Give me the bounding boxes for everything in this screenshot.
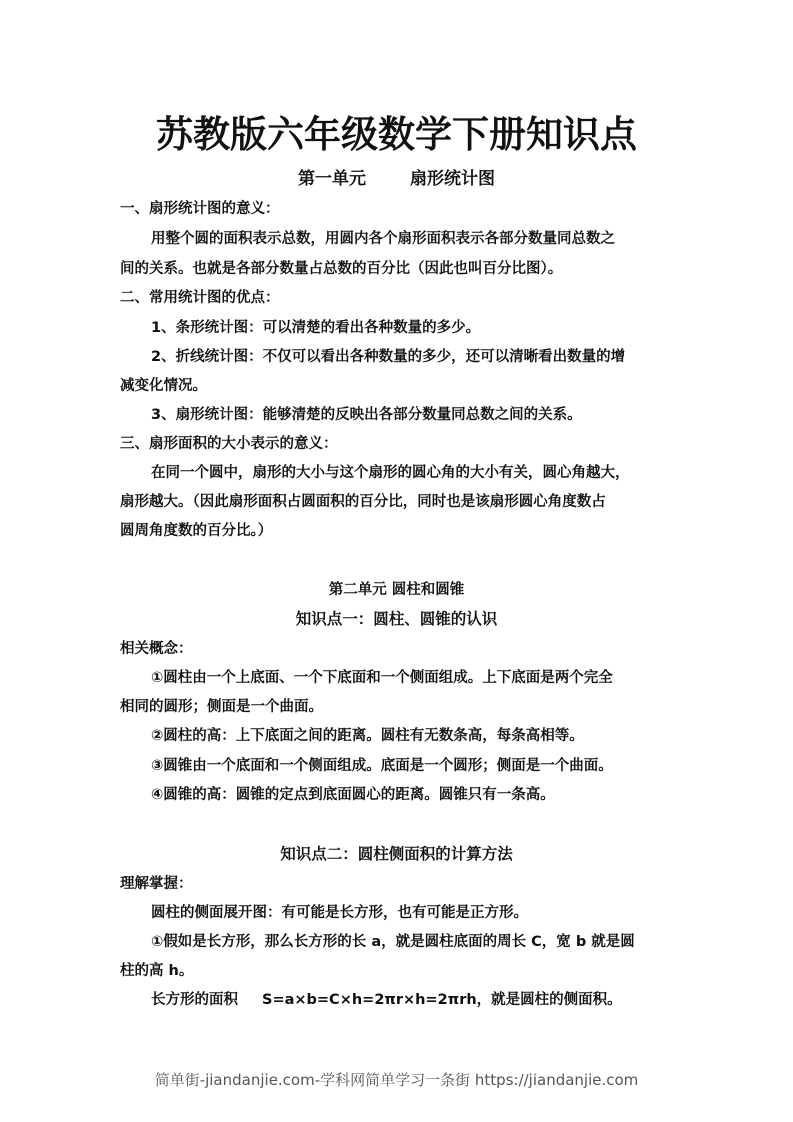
document-title: 苏教版六年级数学下册知识点 <box>156 113 637 156</box>
kp2-item1-line2: 柱的高 h。 <box>120 963 194 979</box>
section2-heading: 二、常用统计图的优点： <box>120 290 280 306</box>
section1-paragraph-line2: 间的关系。也就是各部分数量占总数的百分比（因此也叫百分比图）。 <box>120 261 563 277</box>
formula-label: 长方形的面积 <box>151 992 238 1008</box>
section1-heading: 一、扇形统计图的意义： <box>120 201 280 217</box>
section2-item3: 3、扇形统计图：能够清楚的反映出各部分数量同总数之间的关系。 <box>151 407 582 423</box>
kp1-label: 相关概念： <box>120 641 193 657</box>
section1-paragraph-line1: 用整个圆的面积表示总数，用圆内各个扇形面积表示各部分数量同总数之 <box>151 231 615 247</box>
kp2-heading: 知识点二：圆柱侧面积的计算方法 <box>280 845 513 863</box>
kp2-line1: 圆柱的侧面展开图：有可能是长方形，也有可能是正方形。 <box>151 905 528 921</box>
section3-paragraph-line1: 在同一个圆中，扇形的大小与这个扇形的圆心角的大小有关，圆心角越大， <box>151 465 630 481</box>
kp2-formula-line <box>151 988 622 1009</box>
kp1-item1-line1: ①圆柱由一个上底面、一个下底面和一个侧面组成。上下底面是两个完全 <box>151 670 613 686</box>
kp1-heading: 知识点一：圆柱、圆锥的认识 <box>295 610 498 628</box>
kp1-item2: ②圆柱的高：上下底面之间的距离。圆柱有无数条高，每条高相等。 <box>151 728 584 744</box>
unit2-heading: 第二单元 圆柱和圆锥 <box>328 582 465 598</box>
unit1-heading-number: 第一单元 <box>298 169 366 189</box>
section2-item1: 1、条形统计图：可以清楚的看出各种数量的多少。 <box>151 320 481 336</box>
unit1-heading <box>0 164 793 189</box>
section3-paragraph-line3: 圆周角度数的百分比。） <box>120 523 273 539</box>
section2-item2-line2: 减变化情况。 <box>120 378 207 394</box>
formula-text: S=a×b=C×h=2πr×h=2πrh，就是圆柱的侧面积。 <box>262 992 622 1008</box>
section3-paragraph-line2: 扇形越大。（因此扇形面积占圆面积的百分比，同时也是该扇形圆心角度数占 <box>120 494 606 510</box>
kp2-item1-line1: ①假如是长方形，那么长方形的长 a，就是圆柱底面的周长 C，宽 b 就是圆 <box>151 934 635 950</box>
kp1-item3: ③圆锥由一个底面和一个侧面组成。底面是一个圆形；侧面是一个曲面。 <box>151 758 613 774</box>
section3-heading: 三、扇形面积的大小表示的意义： <box>120 436 338 452</box>
unit1-heading-topic: 扇形统计图 <box>410 169 495 189</box>
footer-watermark: 简单街-jiandanjie.com-学科网简单学习一条街 https://jiandanjie.com <box>154 1071 639 1089</box>
kp1-item4: ④圆锥的高：圆锥的定点到底面圆心的距离。圆锥只有一条高。 <box>151 787 555 803</box>
section2-item2-line1: 2、折线统计图：不仅可以看出各种数量的多少，还可以清晰看出数量的增 <box>151 349 626 365</box>
kp2-label: 理解掌握： <box>120 876 193 892</box>
kp1-item1-line2: 相同的圆形；侧面是一个曲面。 <box>120 699 323 715</box>
